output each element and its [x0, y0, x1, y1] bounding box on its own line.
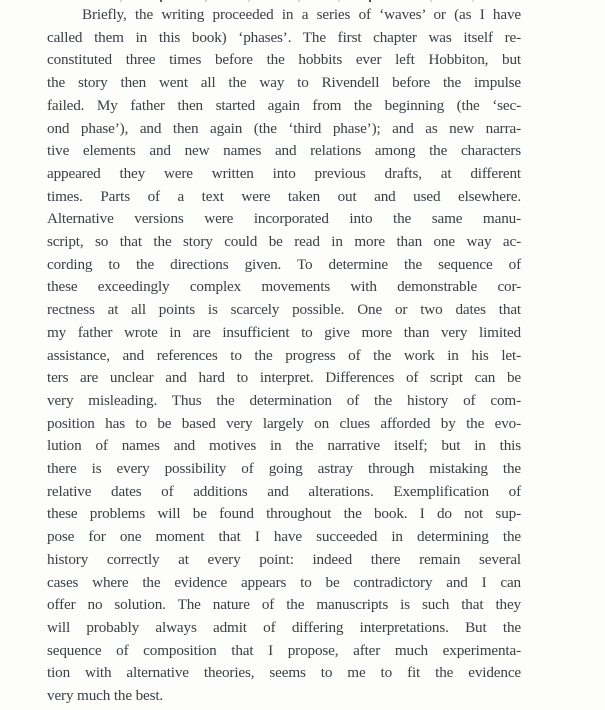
- text-line: my father wrote in are insufficient to give more than very limited: [47, 323, 521, 341]
- text-line: very misleading. Thus the determination of the history of com-: [47, 391, 521, 409]
- text-line: these problems will be found throughout the book. I do not sup-: [47, 505, 521, 523]
- text-line: assistance, and references to the progress of the work in his let-: [47, 346, 521, 364]
- text-line: tion with alternative theories, seems to me to fit the evidence: [47, 664, 521, 682]
- text-line: failed. My father then started again from the beginning (the ‘sec-: [47, 96, 521, 114]
- text-line: offer no solution. The nature of the manuscripts is such that they: [47, 596, 521, 614]
- text-line: there is every possibility of going astray through mistaking the: [47, 460, 521, 478]
- text-line: will probably always admit of differing interpretations. But the: [47, 618, 521, 636]
- text-line: lution of names and motives in the narrative itself; but in this: [47, 437, 521, 455]
- text-line: Briefly, the writing proceeded in a series of ‘waves’ or (as I have: [82, 6, 521, 23]
- text-line: the story then went all the way to Rivendell before the impulse: [47, 74, 521, 92]
- text-line: cases where the evidence appears to be contradictory and I can: [47, 573, 521, 591]
- text-line: tive elements and new names and relations among the characters: [47, 142, 521, 160]
- text-line: history correctly at every point: indeed there remain several: [47, 550, 521, 568]
- text-line: ond phase’), and then again (the ‘third phase’); and as new narra-: [47, 119, 521, 137]
- text-line: cording to the directions given. To determine the sequence of: [47, 255, 521, 273]
- cropped-previous-line-remnant: [0, 0, 2, 2]
- text-line: these exceedingly complex movements with demonstrable cor-: [47, 278, 521, 296]
- text-line: times. Parts of a text were taken out and used elsewhere.: [47, 187, 521, 205]
- text-line: pose for one moment that I have succeeded in determining the: [47, 528, 521, 546]
- text-line: constituted three times before the hobbits ever left Hobbiton, but: [47, 51, 521, 69]
- text-line: Alternative versions were incorporated into the same manu-: [47, 210, 521, 228]
- text-line: relative dates of additions and alterations. Exemplification of: [47, 482, 521, 500]
- text-line: rectness at all points is scarcely possible. One or two dates that: [47, 301, 521, 319]
- text-line: position has to be based very largely on clues afforded by the evo-: [47, 414, 521, 432]
- paragraph: [47, 4, 521, 708]
- page-text: [47, 4, 521, 708]
- text-line: script, so that the story could be read in more than one way ac-: [47, 233, 521, 251]
- text-line: very much the best.: [47, 687, 164, 705]
- text-line: called them in this book) ‘phases’. The first chapter was itself re-: [47, 28, 521, 46]
- text-line: sequence of composition that I propose, after much experimenta-: [47, 641, 521, 659]
- text-line: appeared they were written into previous drafts, at different: [47, 164, 521, 182]
- text-line: ters are unclear and hard to interpret. Differences of script can be: [47, 369, 521, 387]
